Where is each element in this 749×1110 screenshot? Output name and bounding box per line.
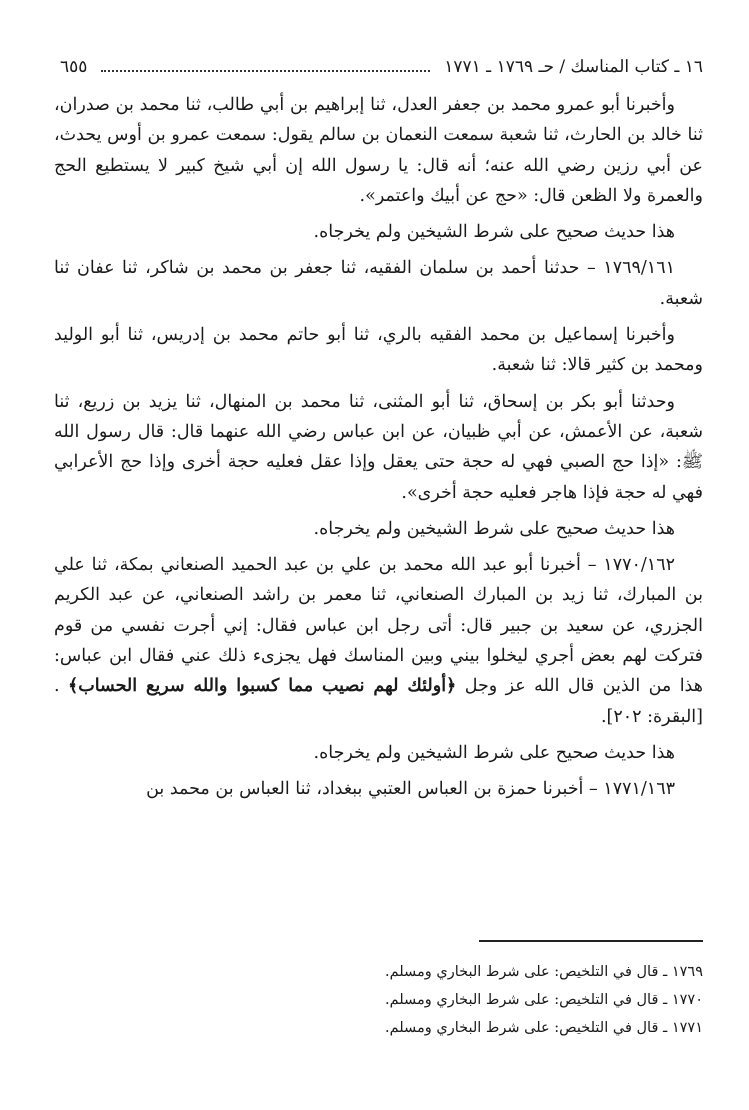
page-number: ٦٥٥ — [60, 57, 88, 77]
main-text — [54, 90, 703, 811]
footnote: ١٧٧٠ ـ قال في التلخيص: على شرط البخاري ومسلم. — [385, 992, 703, 1008]
hadith-1769: ١٧٦٩/١٦١ – حدثنا أحمد بن سلمان الفقيه، ثنا جعفر بن محمد بن شاكر، ثنا عفان ثنا شعبة. — [54, 258, 703, 309]
footnote-separator — [479, 940, 703, 942]
running-title: ١٦ ـ كتاب المناسك / حـ ١٧٦٩ ـ ١٧٧١ — [444, 57, 703, 77]
paragraph: وحدثنا أبو بكر بن إسحاق، ثنا أبو المثنى، ثنا محمد بن المنهال، ثنا يزيد بن زريع، ثنا شعبة، عن الأعمش، عن أبي ظبيان، عن ابن عباس رضي الله عنهما قال: قال رسول الله ﷺ: «إذا حج الصبي فهي له حجة حتى يعقل وإذا عقل فعليه حجة أخرى وإذا حج الأعرابي فهي له حجة فإذا هاجر فعليه حجة أخرى». — [54, 391, 703, 503]
hadith-1770 — [54, 550, 703, 732]
footnote: ١٧٦٩ ـ قال في التلخيص: على شرط البخاري ومسلم. — [385, 964, 703, 980]
quran-reference: .[البقرة: ٢٠٢]. — [54, 676, 703, 727]
grading-note: هذا حديث صحيح على شرط الشيخين ولم يخرجاه. — [313, 742, 675, 763]
hadith-1771: ١٧٧١/١٦٣ – أخبرنا حمزة بن العباس العتبي ببغداد، ثنا العباس بن محمد بن — [146, 779, 675, 800]
footnotes — [200, 958, 703, 1042]
quran-verse: ﴿أولئك لهم نصيب مما كسبوا والله سريع الحساب﴾ — [67, 676, 457, 697]
page-header — [60, 52, 703, 82]
hadith-1770-text: ١٧٧٠/١٦٢ – أخبرنا أبو عبد الله محمد بن علي بن عبد الحميد الصنعاني بمكة، ثنا علي بن المبارك، ثنا زيد بن المبارك الصنعاني، ثنا معمر بن راشد الصنعاني، عن عبد الكريم الجزري، عن سعيد بن جبير قال: أتى رجل ابن عباس فقال: إني أجرت نفسي من قوم فتركت لهم بعض أجري ليخلوا بيني وبين المناسك فهل يجزىء ذلك عني فقال ابن عباس: هذا من الذين قال الله عز وجل — [54, 555, 703, 697]
grading-note: هذا حديث صحيح على شرط الشيخين ولم يخرجاه. — [313, 222, 675, 243]
paragraph: وأخبرنا إسماعيل بن محمد الفقيه بالري، ثنا أبو حاتم محمد بن إدريس، ثنا أبو الوليد ومحمد بن كثير قالا: ثنا شعبة. — [54, 325, 703, 376]
grading-note: هذا حديث صحيح على شرط الشيخين ولم يخرجاه. — [313, 518, 675, 539]
header-dotted-leader — [101, 70, 430, 72]
footnote: ١٧٧١ ـ قال في التلخيص: على شرط البخاري ومسلم. — [385, 1020, 703, 1036]
paragraph: وأخبرنا أبو عمرو محمد بن جعفر العدل، ثنا إبراهيم بن أبي طالب، ثنا محمد بن صدران، ثنا خالد بن الحارث، ثنا شعبة سمعت النعمان بن سالم يقول: سمعت عمرو بن أوس يحدث، عن أبي رزين رضي الله عنه؛ أنه قال: يا رسول الله إن أبي شيخ كبير لا يستطيع الحج والعمرة ولا الظعن قال: «حج عن أبيك واعتمر». — [54, 95, 703, 206]
